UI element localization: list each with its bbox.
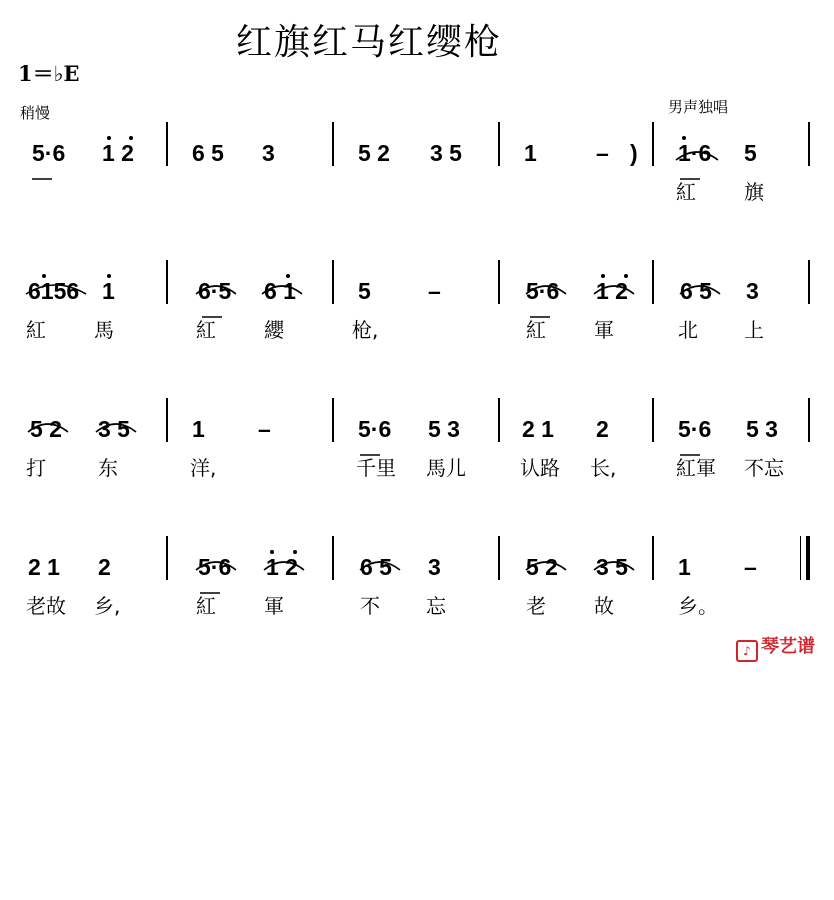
lyric: 紅軍 [676,456,716,480]
bar-line [498,536,500,580]
note: 6156 [28,278,80,304]
bar-line [332,398,334,442]
note: 2 1 [522,416,554,442]
lyric: 紅 [676,180,696,204]
lyric: 不 [360,594,380,618]
lyric: 紅 [526,318,546,342]
note: – [596,140,609,166]
bar-line [652,260,654,304]
note: 1 [678,554,691,580]
lyric: 紅 [196,594,216,618]
score-system-4 [0,554,834,684]
note: 6 1 [264,278,296,304]
lyric: 乡, [94,594,121,618]
bar-line [652,536,654,580]
bar-line [332,536,334,580]
lyrics-line [0,178,834,206]
note: 1 2 [596,278,628,304]
note: 5 3 [428,416,460,442]
note: 6·5 [198,278,232,304]
note: 1·6 [678,140,712,166]
note: 5·6 [198,554,232,580]
notation-line [0,554,834,580]
lyric: 紅 [26,318,46,342]
song-title: 红旗红马红缨枪 [236,22,503,63]
bar-line [498,260,500,304]
bar-line [166,536,168,580]
note: 5 3 [746,416,778,442]
notation-line [0,416,834,442]
logo-mark-icon: ♪ [736,640,758,662]
lyric: 老故 [26,594,66,618]
note: 1 [192,416,205,442]
note: 6 5 [360,554,392,580]
note: 5·6 [678,416,712,442]
lyric: 馬儿 [426,456,466,480]
lyric: 老 [526,594,546,618]
note: 1 2 [102,140,134,166]
tempo-marking: 稍慢 [20,104,51,122]
lyric: 长, [590,456,617,480]
bar-line [652,122,654,166]
note: 5·6 [358,416,392,442]
lyric: 軍 [594,318,614,342]
bar-line [166,122,168,166]
lyrics-line [0,316,834,344]
bar-line [498,398,500,442]
lyric: 軍 [264,594,284,618]
lyric: 认路 [520,456,560,480]
lyric: 东 [98,456,118,480]
note: 2 [98,554,111,580]
bar-line [652,398,654,442]
lyric: 旗 [744,180,764,204]
note: 5 2 [358,140,390,166]
note: 6 5 [680,278,712,304]
lyric: 不忘 [744,456,784,480]
lyric: 上 [744,318,764,342]
note: 3 [746,278,759,304]
note: – [744,554,757,580]
bar-line [808,398,810,442]
note: 3 5 [98,416,130,442]
key-signature: 1＝♭E [18,61,80,86]
final-bar-thick [806,536,810,580]
note: 5·6 [526,278,560,304]
watermark-text: 琴艺谱 [761,636,815,657]
lyric: 千里 [356,456,396,480]
lyric: 故 [594,594,614,618]
bar-line [166,260,168,304]
site-watermark [736,632,815,662]
lyric: 馬 [94,318,114,342]
lyrics-line [0,454,834,482]
lyric: 枪, [352,318,379,342]
note: – [258,416,271,442]
note: 3 5 [430,140,462,166]
note: 5 2 [30,416,62,442]
singer-label: 男声独唱 [668,98,729,116]
notation-line [0,278,834,304]
note: 2 1 [28,554,60,580]
bar-line [332,122,334,166]
bar-line [808,122,810,166]
lyrics-line [0,592,834,620]
bar-line [808,260,810,304]
note: 5·6 [32,140,66,166]
lyric: 打 [26,456,46,480]
bar-line [166,398,168,442]
lyric: 纓 [264,318,284,342]
note: 5 [358,278,371,304]
note: 3 [262,140,275,166]
note: 3 5 [596,554,628,580]
bar-line [332,260,334,304]
notation-line [0,140,834,166]
note: 1 2 [266,554,298,580]
note: ) [630,140,638,166]
final-bar-thin [800,536,801,580]
note: 2 [596,416,609,442]
lyric: 洋, [190,456,217,480]
note: 5 2 [526,554,558,580]
lyric: 北 [678,318,698,342]
lyric: 紅 [196,318,216,342]
note: 1 [102,278,115,304]
note: 5 [744,140,757,166]
lyric: 忘 [426,594,446,618]
note: 1 [524,140,537,166]
lyric: 乡。 [678,594,718,618]
note: – [428,278,441,304]
note: 6 5 [192,140,224,166]
bar-line [498,122,500,166]
note: 3 [428,554,441,580]
